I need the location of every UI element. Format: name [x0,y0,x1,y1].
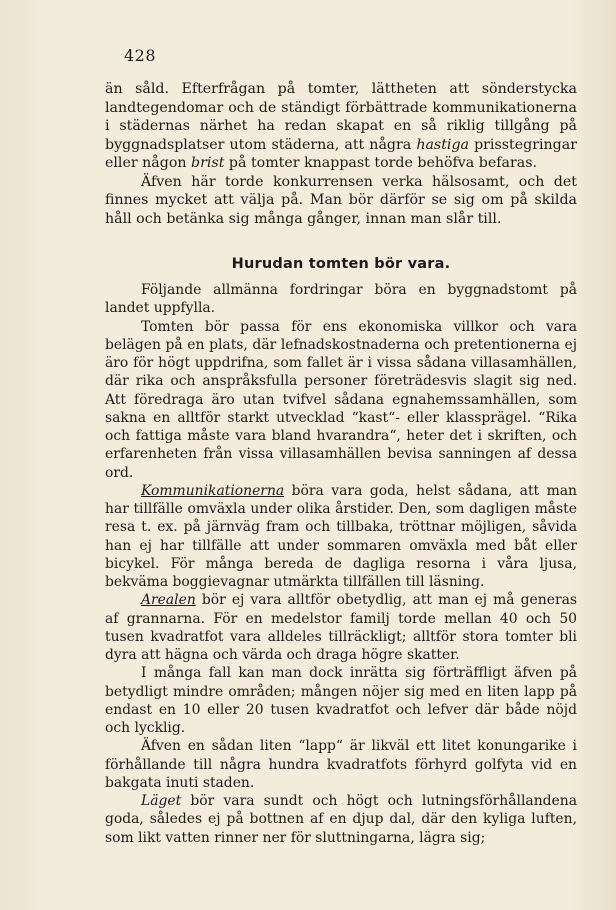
paragraph: Följande allmänna fordringar böra en byggnadstomt på landet uppfylla. [105,282,577,317]
paragraph [105,792,577,847]
text-run: bör vara sundt och högt och lutningsförhållandena goda, således ej på bottnen af en djup dal, där den kyliga luften, som likt vatten rinner ner för sluttningarna, lägra sig; [105,793,577,846]
paragraph: Äfven en sådan liten “lapp“ är likväl ett litet konungarike i förhållande till några hundra kvadratfots förhyrd golfyta vid en bakgata inuti staden. [105,738,577,791]
paragraph: I många fall kan man dock inrätta sig förträffligt äfven på betydligt mindre områden; mången nöjer sig med en liten lapp på endast en 10 eller 20 tusen kvadratfot och lefver där både nöjd och lycklig. [105,665,577,736]
paragraph [105,80,577,173]
paragraph: Tomten bör passa för ens ekonomiska villkor och vara belägen på en plats, där lefnadskostnaderna och pretentionerna ej äro för högt uppdrifna, som fallet är i vissa sådana villasamhällen, där rika och anspråksfulla personer företrädesvis slagit sig ned. Att föredraga äro utan tvifvel sådana egnahemssamhällen, som sakna en alltför starkt utvecklad “kast“- eller klassprägel. “Rika och fattiga måste vara bland hvarandra“, heter det i skriften, och erfarenheten från vissa villasamhällen bevisa sanningen af dessa ord. [105,318,577,481]
text-run: prisstegringar eller någon [105,136,577,171]
section-heading: Hurudan tomten bör vara. [231,256,451,272]
text-run: bör ej vara alltför obetydlig, att man ej må generas af grannarna. För en medelstor familj torde mellan 40 och 50 tusen kvadratfot vara alldeles tillräckligt; alltför stora tomter bli dyra att hägna och värda och draga högre skatter. [105,592,577,663]
emphasis: Kommunikationerna [141,482,285,499]
page-number: 428 [124,46,157,65]
emphasis: hastiga [416,136,469,153]
text-run: böra vara goda, helst sådana, att man har tillfälle omväxla under olika årstider. Den, som dagligen måste resa t. ex. på järnväg fram och tillbaka, tröttnar möjligen, såvida han ej har tillfälle att under sommaren omväxla med båt eller bicykel. För många bereda de dagliga resorna i våra ljusa, bekväma boggievagnar utmärkta tillfällen till läsning. [105,482,577,590]
emphasis: Arealen [141,592,196,609]
emphasis: brist [191,155,225,171]
text-run: på tomter knappast torde behöfva befaras. [224,155,537,171]
emphasis: Läget [141,793,182,809]
section-body [105,281,577,847]
paragraph [105,482,577,592]
text-run: än såld. Efterfrågan på tomter, lättheten att sönderstycka landtegendomar och de ständigt förbättrade kommunikationerna i städernas närhet ha redan skapat en så riklig tillgång på byggnadsplatser utom städerna, att några [105,81,577,153]
intro-text [105,80,577,228]
paragraph: Äfven här torde konkurrensen verka hälsosamt, och det finnes mycket att välja på. Man bör därför se sig om på skilda håll och betänka sig många gånger, innan man slår till. [105,173,577,227]
paragraph [105,591,577,664]
